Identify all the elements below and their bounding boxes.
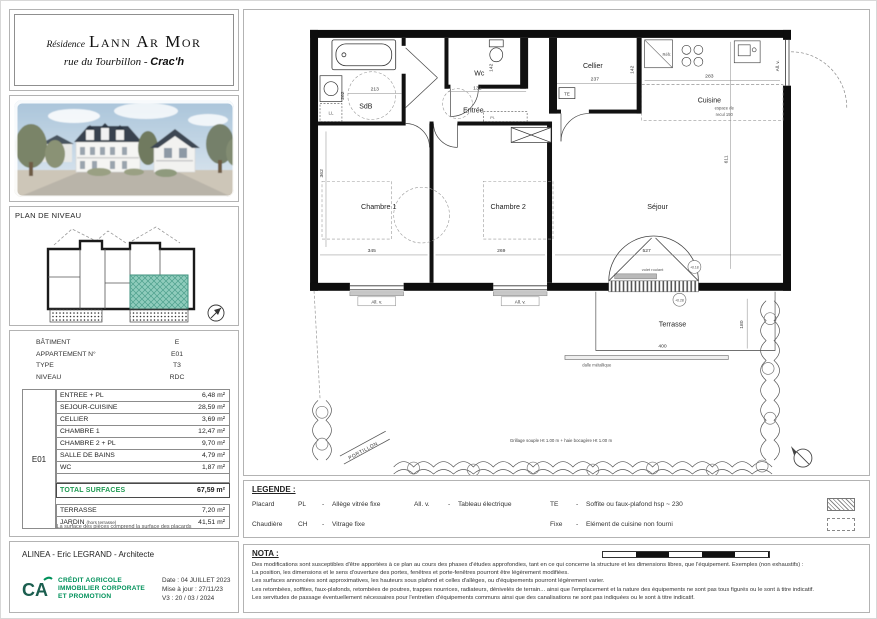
door-swings <box>406 48 847 148</box>
room-label-chambre2: Chambre 2 <box>490 203 526 212</box>
level-plan-drawing <box>10 221 238 325</box>
info-value: E <box>174 339 180 347</box>
spacer-row <box>56 474 230 483</box>
title-block <box>9 9 239 91</box>
legend-sep: - <box>448 501 451 508</box>
wall-openings <box>350 40 792 292</box>
legend-term: Placard <box>252 501 275 508</box>
table-row <box>56 450 230 462</box>
info-row <box>36 372 222 384</box>
level-plan-title: PLAN DE NIVEAU <box>15 211 82 220</box>
dim-wc-width: 132 <box>473 86 482 92</box>
info-value: RDC <box>169 373 185 381</box>
brand-line: CRÉDIT AGRICOLE <box>58 577 122 584</box>
info-row <box>36 349 222 361</box>
residence-address <box>64 56 184 68</box>
legend-term: Vitrage fixe <box>332 521 365 528</box>
room-name: CELLIER <box>60 416 89 423</box>
legend-abbr: CH <box>298 521 308 528</box>
kitchen-element-swatch <box>827 518 855 531</box>
info-value: T3 <box>173 362 181 370</box>
legend-abbr: PL <box>298 501 307 508</box>
surface-table <box>22 389 230 529</box>
metal-slab <box>565 356 728 368</box>
nota-line: Les surfaces annoncées sont approximatives, les hauteurs sous plafond et celles d'allèges, ou d'équipements pourront légèrement varier. <box>252 578 605 585</box>
street-label: rue du Tourbillon - <box>63 56 151 68</box>
nota-title: NOTA : <box>252 549 279 558</box>
surfaces-panel <box>9 330 239 537</box>
dim-wc-height: 142 <box>489 63 495 72</box>
architect-panel <box>9 541 239 613</box>
table-row <box>56 402 230 414</box>
compass-icon <box>208 305 224 321</box>
mini-terrace-left <box>50 309 102 322</box>
legend-sep: - <box>576 521 579 528</box>
title-block-inner <box>14 14 234 86</box>
closet-label: Pl. <box>490 115 495 121</box>
total-row <box>56 483 230 498</box>
legend-abbr: All. v. <box>414 501 430 508</box>
residence-prefix: Résidence <box>46 40 85 50</box>
room-name: CHAMBRE 1 <box>60 428 100 435</box>
washing-machine-label: LL <box>328 110 334 116</box>
architect-name: ALINEA - Eric LEGRAND - Architecte <box>22 550 155 559</box>
nota-line: Des modifications sont susceptibles d'être apportées à ce plan au cours des phases d'études approfondies, tant en ce qui concerne la structure et les dimensions libres, que l'équipement. Exemples (non exhaustifs) : <box>252 562 804 568</box>
sejour-french-door <box>609 236 701 306</box>
room-name: CHAMBRE 2 + PL <box>60 440 116 447</box>
surface-rows <box>56 389 230 529</box>
jardin-label: JARDIN (hors terrasse) <box>60 519 117 526</box>
dim-chambre1-height: 362 <box>320 169 326 178</box>
unit-id-cell: E01 <box>22 389 56 529</box>
room-area: 12,47 m² <box>198 428 225 435</box>
table-row <box>56 462 230 474</box>
credit-agricole-logo-icon <box>20 574 54 604</box>
electrical-panel-label: TE <box>564 91 570 97</box>
floor-plan-panel <box>243 9 870 476</box>
table-row <box>56 426 230 438</box>
room-name: SALLE DE BAINS <box>60 452 115 459</box>
mini-unit-crosshatch <box>130 275 188 309</box>
room-label-sdb: SdB <box>359 103 373 111</box>
level-marker-interior: +0.18 <box>690 265 699 270</box>
dim-cellier-width: 237 <box>590 77 599 83</box>
jardin-note: (hors terrasse) <box>86 520 117 525</box>
room-label-entree: Entrée <box>463 107 484 115</box>
room-label-terrasse: Terrasse <box>658 320 687 329</box>
residence-name: Lann Ar Mor <box>89 32 202 51</box>
info-value: E01 <box>170 350 184 358</box>
room-area: 28,59 m² <box>198 404 225 411</box>
info-label: BÂTIMENT <box>36 339 71 347</box>
room-area: 1,87 m² <box>201 464 225 471</box>
legend-term: Elément de cuisine non fourni <box>586 521 673 528</box>
room-label-wc: Wc <box>474 70 485 78</box>
north-arrow-icon <box>791 446 812 467</box>
garden-gate <box>340 431 390 464</box>
terrasse-row <box>56 504 230 517</box>
dim-terrasse-width: 400 <box>658 344 667 350</box>
date-line: Date : 04 JUILLET 2023 <box>162 577 231 584</box>
setback-label-1: espace de <box>714 105 734 111</box>
nota-panel <box>243 544 870 613</box>
info-label: APPARTEMENT N° <box>36 350 96 358</box>
update-line: Mise à jour : 27/11/23 <box>162 586 223 593</box>
washbasin <box>320 76 342 102</box>
level-marker-terrace: +0.28 <box>675 298 684 303</box>
nota-line: La position, les dimensions et le sens d'ouverture des portes, fenêtres et porte-fenêtres pourront être légèrement modifiées. <box>252 570 569 577</box>
city-label: Crac'h <box>150 56 185 68</box>
brand-line: IMMOBILIER CORPORATE <box>58 585 146 592</box>
gate-label: PORTILLON <box>348 441 380 462</box>
mini-terrace-right <box>130 309 188 322</box>
table-row <box>56 414 230 426</box>
dim-sdb-width: 213 <box>370 87 379 93</box>
room-area: 4,79 m² <box>201 452 225 459</box>
total-value: 67,59 m² <box>196 487 225 494</box>
legend-sep: - <box>576 501 579 508</box>
toilet <box>489 40 503 62</box>
legend-abbr: TE <box>550 501 559 508</box>
fridge-label: Réfr. <box>662 51 672 57</box>
version-line: V3 : 20 / 03 / 2024 <box>162 595 215 602</box>
ca-monogram: CA <box>22 580 48 600</box>
jardin-value: 41,51 m² <box>198 519 225 526</box>
legend-term: Tableau électrique <box>458 501 512 508</box>
shutter-label: volet roulant <box>641 266 664 272</box>
brand-lines <box>58 577 145 601</box>
brand-line: ET PROMOTION <box>58 593 112 600</box>
dim-sdb-height: 262 <box>340 91 346 100</box>
table-row <box>56 389 230 402</box>
terrasse-label: TERRASSE <box>60 507 97 514</box>
revision-dates <box>162 576 230 603</box>
legend-sep: - <box>322 521 325 528</box>
garden-hedges <box>313 291 780 475</box>
setback-label-2: recul 150 <box>715 112 733 118</box>
level-plan-panel <box>9 206 239 326</box>
legend-abbr: Fixe <box>550 521 563 528</box>
info-label: NIVEAU <box>36 373 62 381</box>
room-name: ENTREE + PL <box>60 392 104 399</box>
bathtub <box>332 40 396 70</box>
room-area: 9,70 m² <box>201 440 225 447</box>
dim-cuisine-width: 283 <box>705 74 714 80</box>
legend-panel <box>243 480 870 538</box>
legend-term: Allège vitrée fixe <box>332 501 381 508</box>
dim-chambre1-width: 345 <box>367 248 376 254</box>
legend-sep: - <box>322 501 325 508</box>
soffit-swatch <box>827 498 855 511</box>
dim-sejour-height: 611 <box>724 155 730 164</box>
unit-info-table <box>36 337 222 383</box>
dim-sejour-width: 527 <box>642 248 651 254</box>
room-label-chambre1: Chambre 1 <box>361 203 397 212</box>
room-label-sejour: Séjour <box>647 203 668 212</box>
rendering-scene <box>14 100 234 197</box>
washing-machine <box>320 104 342 122</box>
perspective-rendering-panel <box>9 95 239 202</box>
window-label: All. v. <box>371 299 383 305</box>
dim-cellier-height: 142 <box>630 65 636 74</box>
dim-chambre2-width: 269 <box>497 248 506 254</box>
window-label: All. v. <box>514 299 526 305</box>
turning-circles <box>322 72 553 243</box>
room-area: 3,69 m² <box>201 416 225 423</box>
room-name: WC <box>60 464 72 471</box>
electrical-panel <box>559 88 575 99</box>
dim-terrasse-height: 180 <box>740 320 746 329</box>
room-label-cellier: Cellier <box>582 62 603 70</box>
closet-entree <box>483 112 527 122</box>
closet-chambre2 <box>511 127 551 142</box>
total-label: TOTAL SURFACES <box>60 487 126 494</box>
info-label: TYPE <box>36 362 54 370</box>
perspective-rendering <box>14 100 234 197</box>
legend-term: Chaudière <box>252 521 283 528</box>
scale-bar <box>602 551 770 558</box>
info-row <box>36 337 222 349</box>
residence-title <box>46 32 201 52</box>
metal-slab-label: dalle métallique <box>582 362 612 368</box>
room-area: 6,48 m² <box>201 392 225 399</box>
room-name: SEJOUR-CUISINE <box>60 404 118 411</box>
brand-block <box>20 574 145 604</box>
floor-plan-drawing <box>244 10 869 475</box>
legend-title: LEGENDE : <box>252 485 296 494</box>
table-row <box>56 438 230 450</box>
info-row <box>36 360 222 372</box>
nota-line: Les retombées, soffites, faux-plafonds, retombées de poutres, trappes nourrices, radiateurs, dénivelés de terrain... ainsi que l'emplacement et la nature des équipements ne sont pas tous figurés ou le sont à titre indicatif. <box>252 586 815 593</box>
surface-footnote: La surface des pièces comprend la surface des placards <box>56 524 192 530</box>
legend-term: Soffite ou faux-plafond hsp ~ 230 <box>586 501 683 508</box>
nota-line: Les servitudes de passage éventuellement nécessaires pour l'entretien d'équipements communs ainsi que des canalisations ne sont pas indiquées ou le sont à titre indicatif. <box>252 594 695 601</box>
fence-label: Grillage souple Ht 1.00 m + haie bocagère Ht 1.00 m <box>509 438 613 444</box>
terrasse-value: 7,20 m² <box>201 507 225 514</box>
legend-grid <box>252 498 861 531</box>
window-label: All. v. <box>775 60 781 72</box>
room-label-cuisine: Cuisine <box>697 97 721 105</box>
